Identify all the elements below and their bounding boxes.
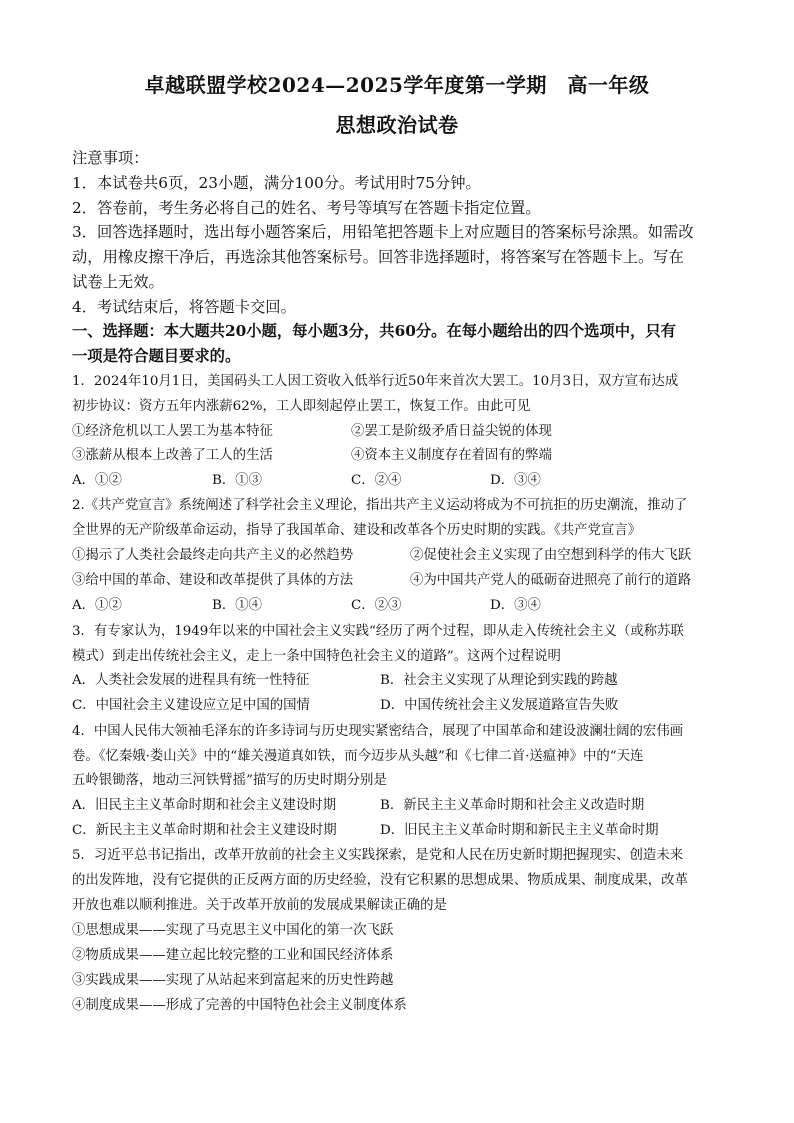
- question-2-stem: 全世界的无产阶级革命运动，指导了我国革命、建设和改革各个历史时期的实践。《共产党宣言》: [72, 523, 642, 538]
- q3-option-a[interactable]: A．人类社会发展的进程具有统一性特征: [72, 673, 310, 688]
- q4-option-d[interactable]: D．旧民主主义革命时期和新民主主义革命时期: [380, 823, 659, 838]
- question-3-stem: 3．有专家认为，1949年以来的中国社会主义实践“经历了两个过程，即从走入传统社会主义（或称苏联: [72, 624, 684, 639]
- q5-statement-2: ②物质成果——建立起比较完整的工业和国民经济体系: [72, 948, 394, 963]
- question-1-stem: 1．2024年10月1日，美国码头工人因工资收入低举行近50年来首次大罢工。10月3日，双方宣布达成: [72, 374, 679, 389]
- q3-option-d[interactable]: D．中国传统社会主义发展道路宣告失败: [380, 698, 619, 713]
- q2-option-a[interactable]: A．①②: [72, 598, 122, 613]
- question-1-stem: 初步协议：资方五年内涨薪62%，工人即刻起停止罢工，恢复工作。由此可见: [72, 399, 531, 414]
- section-heading: 一项是符合题目要求的。: [72, 347, 241, 365]
- question-4-stem: 卷。《忆秦娥·娄山关》中的“雄关漫道真如铁，而今迈步从头越”和《七律二首·送瘟神》中的“天连: [72, 749, 644, 764]
- q4-option-c[interactable]: C．新民主主义革命时期和社会主义建设时期: [72, 823, 337, 838]
- section-heading: 一、选择题：本大题共20小题，每小题3分，共60分。在每小题给出的四个选项中，只有: [72, 322, 676, 340]
- note-line: 试卷上无效。: [72, 273, 164, 291]
- notes-heading: 注意事项：: [72, 149, 149, 167]
- note-line: 3．回答选择题时，选出每小题答案后，用铅笔把答题卡上对应题目的答案标号涂黑。如需改: [72, 223, 694, 241]
- q1-option-c[interactable]: C．②④: [351, 473, 402, 488]
- question-2-stem: 2.《共产党宣言》系统阐述了科学社会主义理论，指出共产主义运动将成为不可抗拒的历史潮流，推动了: [72, 498, 688, 513]
- exam-subtitle: 思想政治试卷: [335, 113, 459, 137]
- q3-option-c[interactable]: C．中国社会主义建设应立足中国的国情: [72, 698, 310, 713]
- q5-statement-4: ④制度成果——形成了完善的中国特色社会主义制度体系: [72, 998, 407, 1013]
- question-5-stem: 的出发阵地，没有它提供的正反两方面的历史经验，没有它积累的思想成果、物质成果、制度成果，改革: [72, 873, 688, 888]
- note-line: 1．本试卷共6页，23小题，满分100分。考试用时75分钟。: [72, 174, 481, 192]
- q2-option-c[interactable]: C．②③: [351, 598, 402, 613]
- q2-option-b[interactable]: B．①④: [212, 598, 263, 613]
- question-3-stem: 模式）到走出传统社会主义，走上一条中国特色社会主义的道路”。这两个过程说明: [72, 649, 561, 664]
- q2-statement-2: ②促使社会主义实现了由空想到科学的伟大飞跃: [410, 548, 692, 563]
- q1-option-a[interactable]: A．①②: [72, 473, 122, 488]
- question-5-stem: 开放也难以顺利推进。关于改革开放前的发展成果解读正确的是: [72, 898, 447, 913]
- question-5-stem: 5．习近平总书记指出，改革开放前的社会主义实践探索，是党和人民在历史新时期把握现实、创造未来: [72, 848, 684, 863]
- q1-statement-1: ①经济危机以工人罢工为基本特征: [72, 424, 273, 439]
- note-line: 动，用橡皮擦干净后，再选涂其他答案标号。回答非选择题时，将答案写在答题卡上。写在: [72, 248, 684, 266]
- q1-statement-4: ④资本主义制度存在着固有的弊端: [351, 448, 552, 463]
- q3-option-b[interactable]: B．社会主义实现了从理论到实践的跨越: [380, 673, 618, 688]
- question-4-stem: 4．中国人民伟大领袖毛泽东的许多诗词与历史现实紧密结合，展现了中国革命和建设波澜壮阔的宏伟画: [72, 724, 684, 739]
- q2-statement-3: ③给中国的革命、建设和改革提供了具体的方法: [72, 573, 354, 588]
- q1-option-d[interactable]: D．③④: [490, 473, 541, 488]
- note-line: 2．答卷前，考生务必将自己的姓名、考号等填写在答题卡指定位置。: [72, 199, 541, 217]
- q1-statement-3: ③涨薪从根本上改善了工人的生活: [72, 448, 273, 463]
- note-line: 4．考试结束后，将答题卡交回。: [72, 298, 296, 316]
- q1-statement-2: ②罢工是阶级矛盾日益尖锐的体现: [351, 424, 552, 439]
- q2-option-d[interactable]: D．③④: [490, 598, 541, 613]
- q1-option-b[interactable]: B．①③: [212, 473, 263, 488]
- q5-statement-3: ③实践成果——实现了从站起来到富起来的历史性跨越: [72, 973, 394, 988]
- question-4-stem: 五岭银锄落，地动三河铁臂摇”描写的历史时期分别是: [72, 773, 387, 788]
- q5-statement-1: ①思想成果——实现了马克思主义中国化的第一次飞跃: [72, 923, 394, 938]
- exam-title: 卓越联盟学校2024—2025学年度第一学期 高一年级: [144, 73, 650, 97]
- q4-option-b[interactable]: B．新民主主义革命时期和社会主义改造时期: [380, 798, 645, 813]
- q4-option-a[interactable]: A．旧民主主义革命时期和社会主义建设时期: [72, 798, 337, 813]
- q2-statement-4: ④为中国共产党人的砥砺奋进照亮了前行的道路: [410, 573, 692, 588]
- q2-statement-1: ①揭示了人类社会最终走向共产主义的必然趋势: [72, 548, 354, 563]
